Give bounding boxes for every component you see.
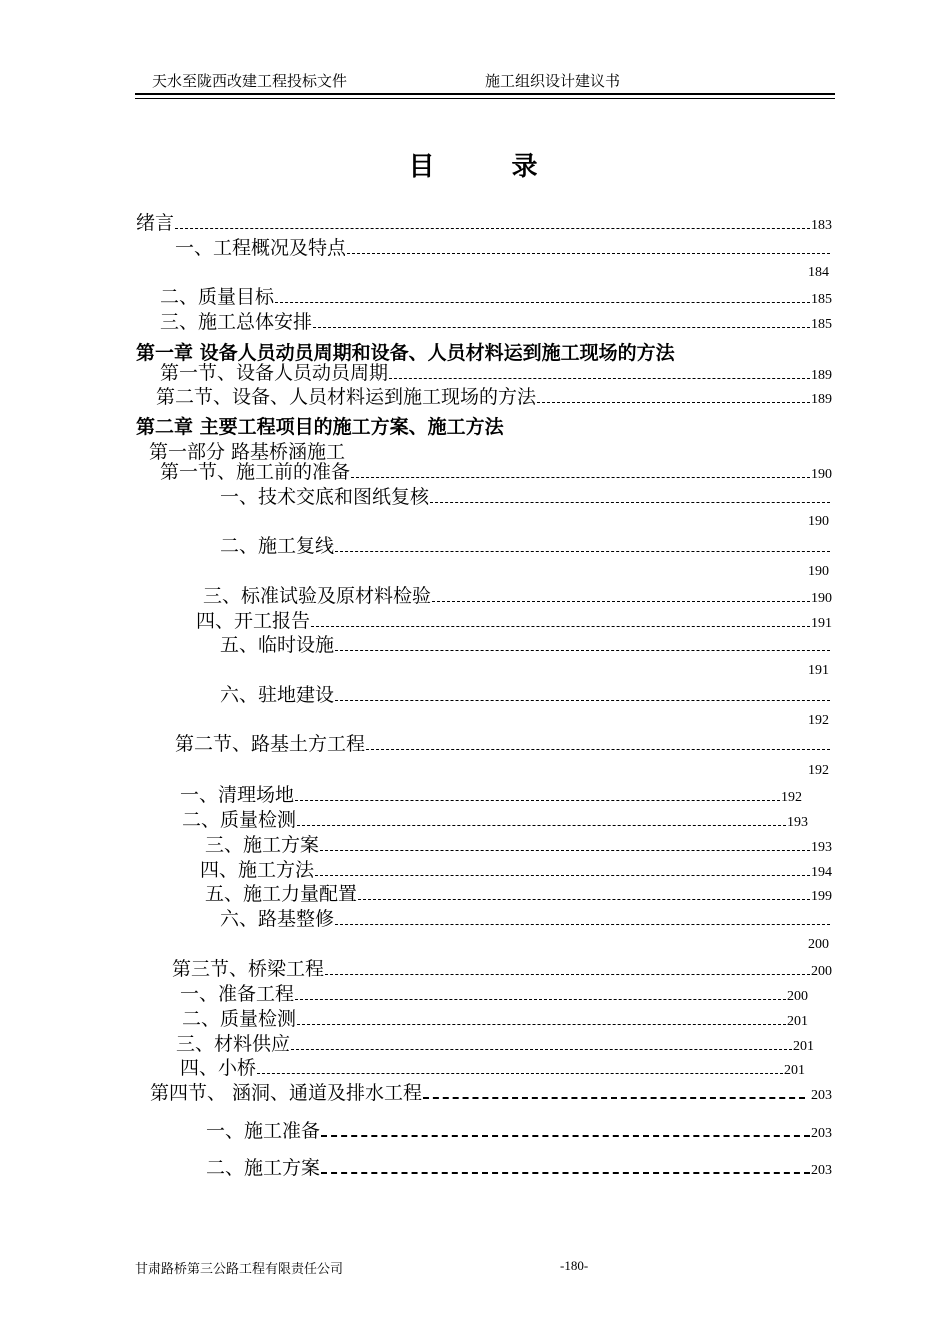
toc-entry-page: 199 [811,889,832,904]
toc-entry-text: 二、质量目标 [160,286,275,308]
toc-entry [206,1122,832,1141]
toc-entry-text: 四、小桥 [180,1057,257,1079]
toc-entry [175,239,831,258]
toc-entry [180,985,808,1004]
toc-entry-text: 二、质量检测 [182,809,297,831]
toc-entry-page: 194 [811,865,832,880]
toc-entry [180,1059,805,1078]
toc-entry-page: 193 [811,840,832,855]
toc-entry [196,612,832,631]
toc-entry [220,686,831,705]
toc-entry [175,735,831,754]
toc-entry-page: 190 [811,467,832,482]
toc-entry [160,463,832,482]
toc-entry-text: 一、清理场地 [180,784,295,806]
toc-entry-text: 第四节、 涵洞、通道及排水工程 [150,1082,423,1104]
toc-entry [176,1035,814,1054]
page-title: 目 录 [408,152,572,182]
toc-entry-text: 三、标准试验及原材料检验 [203,585,432,607]
toc-entry [156,388,832,407]
toc-entry [160,288,832,307]
footer-company: 甘肃路桥第三公路工程有限责任公司 [135,1262,344,1277]
toc-entry-page: 184 [808,265,829,280]
toc-entry-page: 203 [811,1126,832,1141]
toc-entry-text: 四、开工报告 [196,610,311,632]
toc-entry-text: 三、材料供应 [176,1033,291,1055]
toc-entry [150,1084,832,1103]
toc-entry-page: 191 [808,663,829,678]
toc-entry [136,214,832,233]
header-right: 施工组织设计建议书 [485,72,621,90]
toc-entry-page: 193 [787,815,808,830]
toc-entry-page: 190 [811,591,832,606]
part-heading: 第一部分 路基桥涵施工 [149,441,346,463]
toc-entry-page: 201 [793,1039,814,1054]
toc-entry [160,313,832,332]
toc-entry [160,364,832,383]
toc-entry-page: 201 [787,1014,808,1029]
toc-entry-text: 第三节、桥梁工程 [172,958,325,980]
toc-entry-page: 201 [784,1063,805,1078]
toc-entry-text: 第一节、施工前的准备 [160,461,351,483]
toc-entry [203,587,832,606]
toc-entry [182,811,808,830]
toc-entry-text: 二、施工复线 [220,535,335,557]
toc-entry-text: 三、施工方案 [205,834,320,856]
toc-entry [220,636,831,655]
toc-entry-page: 189 [811,368,832,383]
toc-entry-text: 第二节、设备、人员材料运到施工现场的方法 [156,386,537,408]
toc-entry-text: 第二节、路基土方工程 [175,733,366,755]
toc-entry-page: 185 [811,317,832,332]
toc-entry-page: 203 [811,1088,832,1103]
toc-entry-text: 一、工程概况及特点 [175,237,347,259]
toc-entry [182,1010,808,1029]
toc-entry-text: 绪言 [136,212,175,234]
toc-entry-page: 190 [808,564,829,579]
toc-entry-text: 一、技术交底和图纸复核 [220,486,430,508]
toc-entry-page: 192 [808,763,829,778]
toc-entry-text: 五、施工力量配置 [205,883,358,905]
toc-entry-text: 一、施工准备 [206,1120,321,1142]
toc-entry-page: 191 [811,616,832,631]
toc-entry-page: 185 [811,292,832,307]
toc-entry-page: 192 [808,713,829,728]
toc-entry-page: 183 [811,218,832,233]
toc-entry-text: 第一节、设备人员动员周期 [160,362,389,384]
toc-entry-page: 200 [811,964,832,979]
chapter-heading: 第一章 设备人员动员周期和设备、人员材料运到施工现场的方法 [136,342,675,364]
toc-entry [220,537,831,556]
toc-entry-text: 六、驻地建设 [220,684,335,706]
toc-entry [205,836,832,855]
toc-entry [172,960,832,979]
toc-entry [206,1159,832,1178]
toc-entry [180,786,802,805]
toc-entry-page: 190 [808,514,829,529]
toc-entry [205,885,832,904]
toc-entry-text: 二、质量检测 [182,1008,297,1030]
toc-entry-text: 一、准备工程 [180,983,295,1005]
toc-entry-text: 四、施工方法 [200,859,315,881]
toc-entry-page: 189 [811,392,832,407]
toc-entry-page: 200 [808,937,829,952]
toc-entry [220,910,831,929]
toc-entry-text: 五、临时设施 [220,634,335,656]
toc-entry-page: 203 [811,1163,832,1178]
chapter-heading: 第二章 主要工程项目的施工方案、施工方法 [136,416,504,438]
header-left: 天水至陇西改建工程投标文件 [152,72,348,90]
footer-page-number: -180- [560,1258,589,1273]
toc-entry [220,488,831,507]
toc-entry-page: 200 [787,989,808,1004]
toc-entry-text: 三、施工总体安排 [160,311,313,333]
toc-entry-text: 二、施工方案 [206,1157,321,1179]
toc-entry-text: 六、路基整修 [220,908,335,930]
toc-entry [200,861,832,880]
toc-entry-page: 192 [781,790,802,805]
